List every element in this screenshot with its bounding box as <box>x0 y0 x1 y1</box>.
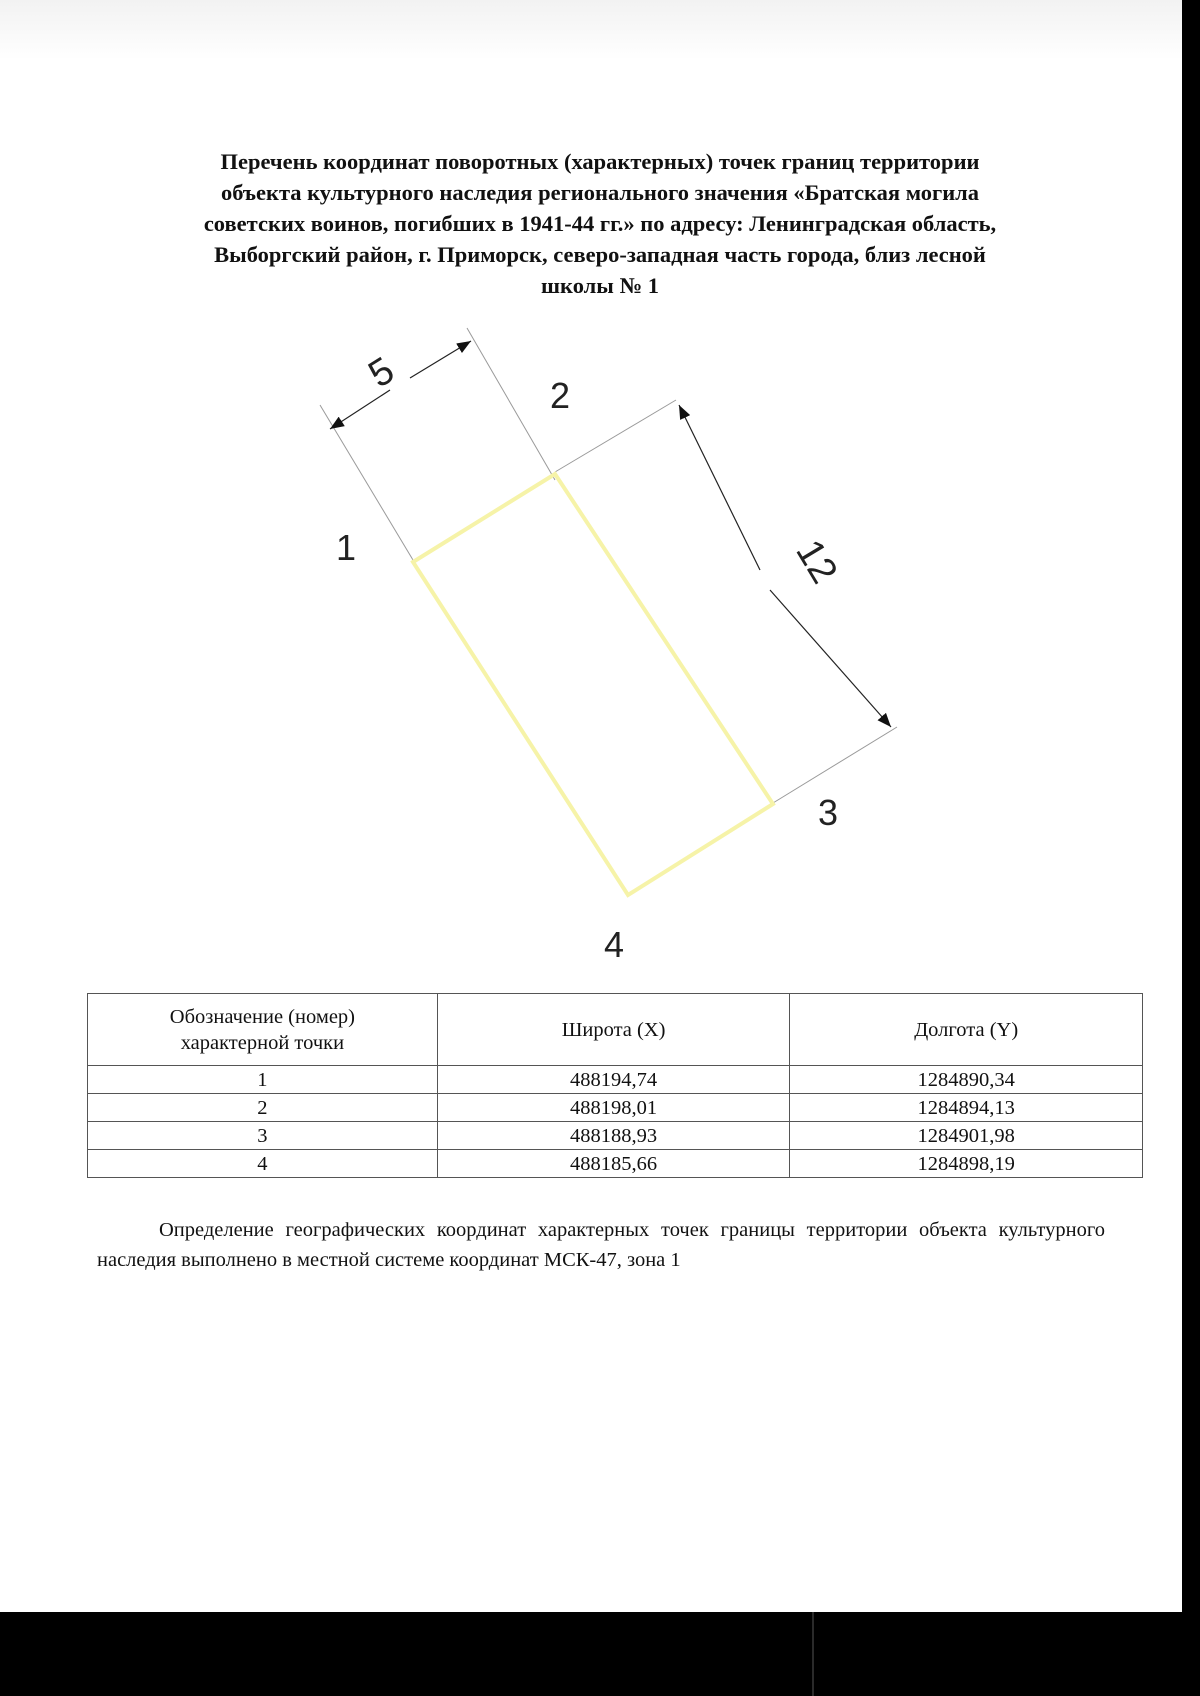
dimension-line-length <box>679 405 760 570</box>
cell-latitude: 488188,93 <box>437 1122 790 1150</box>
cell-longitude: 1284894,13 <box>790 1094 1143 1122</box>
cell-latitude: 488198,01 <box>437 1094 790 1122</box>
cell-point: 4 <box>88 1150 438 1178</box>
coordinate-system-note <box>97 1215 1105 1275</box>
cell-point: 1 <box>88 1066 438 1094</box>
scan-bottom-bar <box>0 1612 1200 1696</box>
dimension-line-width <box>330 390 390 429</box>
column-header-longitude: Долгота (Y) <box>790 994 1143 1066</box>
boundary-polygon <box>413 474 773 895</box>
note-text: Определение географических координат характерных точек границы территории объекта культурного наследия выполнено в местной системе координат МСК-47, зона 1 <box>97 1219 1105 1271</box>
title-line: Перечень координат поворотных (характерных) точек границ территории <box>220 149 980 174</box>
cell-point: 2 <box>88 1094 438 1122</box>
dimension-label-length: 12 <box>787 532 846 591</box>
cell-longitude: 1284901,98 <box>790 1122 1143 1150</box>
point-label-2: 2 <box>549 375 571 416</box>
extension-line <box>467 328 555 480</box>
column-header-latitude: Широта (X) <box>437 994 790 1066</box>
extension-line <box>555 400 676 472</box>
dimension-label-width: 5 <box>361 349 402 397</box>
table-row <box>88 1150 1143 1178</box>
scan-bottom-divider <box>812 1612 814 1696</box>
cell-latitude: 488194,74 <box>437 1066 790 1094</box>
point-label-1: 1 <box>335 527 357 568</box>
cell-longitude: 1284890,34 <box>790 1066 1143 1094</box>
column-header-point: Обозначение (номер) характерной точки <box>88 994 438 1066</box>
title-line: школы № 1 <box>541 273 659 298</box>
point-label-3: 3 <box>817 792 839 833</box>
dimension-line-width <box>410 341 471 378</box>
point-label-4: 4 <box>603 924 625 965</box>
extension-line <box>320 405 413 560</box>
scan-right-edge <box>1182 0 1200 1696</box>
title-line: советских воинов, погибших в 1941-44 гг.» по адресу: Ленинградская область, <box>203 211 997 236</box>
page-title <box>110 146 1090 301</box>
scan-top-shade <box>0 0 1200 60</box>
table-row <box>88 1122 1143 1150</box>
table-header-row <box>88 994 1143 1066</box>
cell-point: 3 <box>88 1122 438 1150</box>
table-row <box>88 1094 1143 1122</box>
table-row <box>88 1066 1143 1094</box>
boundary-sketch <box>0 320 1200 970</box>
coordinates-table <box>87 993 1143 1178</box>
title-line: объекта культурного наследия регионального значения «Братская могила <box>220 180 980 205</box>
cell-longitude: 1284898,19 <box>790 1150 1143 1178</box>
title-line: Выборгский район, г. Приморск, северо-западная часть города, близ лесной <box>214 242 986 267</box>
cell-latitude: 488185,66 <box>437 1150 790 1178</box>
dimension-line-length <box>770 590 891 727</box>
